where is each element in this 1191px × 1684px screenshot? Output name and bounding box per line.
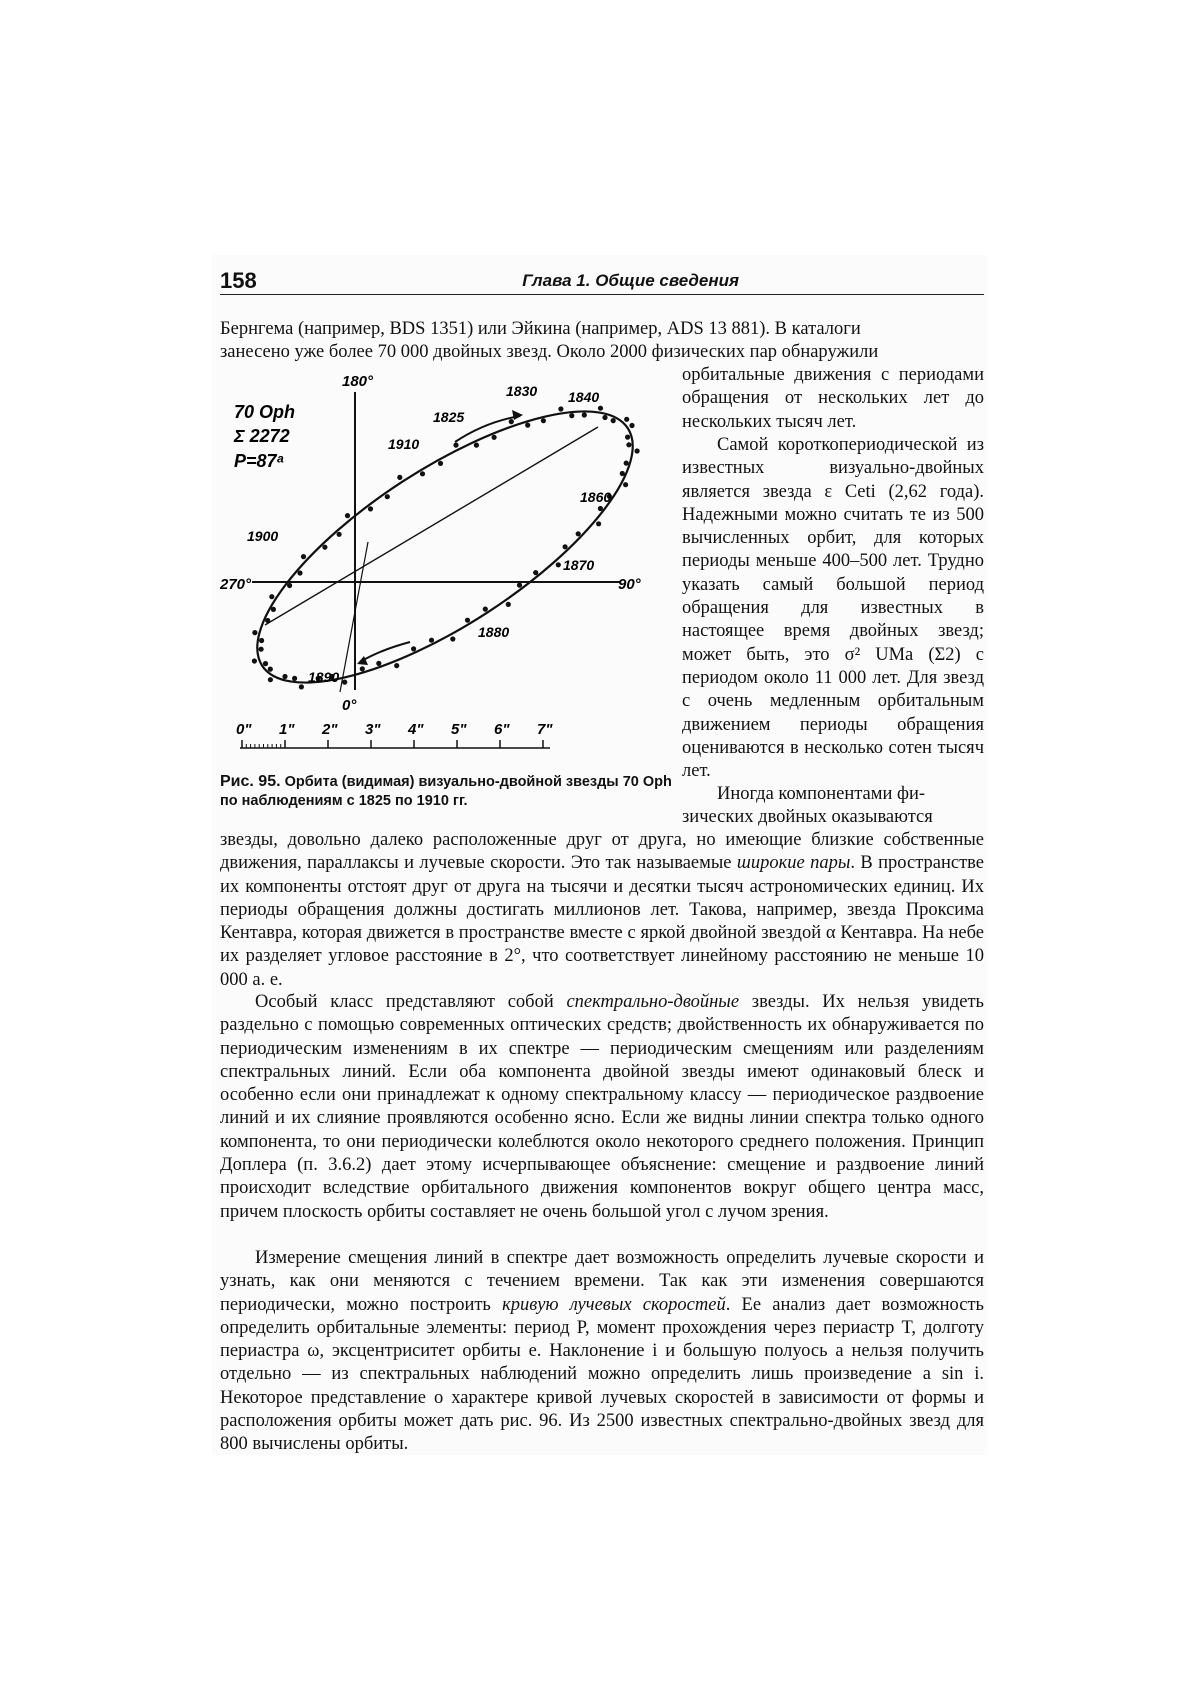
observation-dot [625, 435, 630, 440]
observation-dot [450, 636, 455, 641]
observation-dot [624, 417, 629, 422]
year-label: 1825 [433, 409, 465, 425]
observation-dot [252, 630, 257, 635]
scale-label: 3" [365, 721, 381, 738]
year-label: 1890 [308, 669, 340, 685]
observation-dot [602, 415, 607, 420]
observation-dot [287, 583, 292, 588]
caption-text: Орбита (видимая) визуально-двойной звезды 70 Oph по наблюдениям с 1825 по 1910 гг. [220, 774, 672, 809]
observation-dot [576, 531, 581, 536]
term-wide-pairs: широкие пары [736, 853, 851, 874]
observation-dot [368, 506, 373, 511]
observation-dot [626, 442, 631, 447]
chapter-title: Глава 1. Общие сведения [522, 271, 739, 290]
year-label: 1840 [568, 389, 600, 405]
scale-ticks [242, 740, 543, 748]
period-label: P=87ᵃ [234, 451, 284, 471]
observation-dot [268, 677, 273, 682]
observation-dot [411, 646, 416, 651]
orbit-figure [220, 372, 680, 772]
observation-dot [345, 513, 350, 518]
observation-dot [271, 607, 276, 612]
angle-0: 0° [342, 697, 357, 714]
observation-dot [360, 666, 365, 671]
observation-dot [517, 583, 522, 588]
observation-dot [623, 482, 628, 487]
year-label: 1860 [580, 489, 612, 505]
catalog-number: Σ 2272 [234, 426, 290, 446]
paragraph-5-text-a: Измерение смещения линий в спектре дает возможность определить лучевые скорости и узнать, как они меняются с течением времени. Так как эти изменения совершаются периодически, можно построить [220, 1248, 984, 1315]
paragraph-5 [220, 1247, 984, 1457]
observation-dot [541, 418, 546, 423]
observation-dot [376, 661, 381, 666]
year-label: 1900 [247, 528, 279, 544]
observation-dot [259, 638, 264, 643]
observation-dot [620, 471, 625, 476]
side-paragraph-3: Иногда компонентами фи- [717, 784, 926, 804]
figure-caption [220, 772, 680, 811]
observation-dot [397, 475, 402, 480]
major-axis-line [265, 427, 598, 625]
scale-label: 6" [494, 721, 510, 738]
arrow-head-top [512, 410, 523, 420]
orbit-diagram [220, 372, 680, 772]
page-header [220, 268, 984, 295]
scale-label: 4" [408, 721, 424, 738]
observation-dot [474, 443, 479, 448]
paragraph-1-line-1: Бернгема (например, BDS 1351) или Эйкина (например, ADS 13 881). В каталоги [220, 319, 861, 339]
observation-dot [259, 647, 264, 652]
scale-label: 7" [537, 721, 553, 738]
observation-dot [533, 570, 538, 575]
observation-dot [598, 506, 603, 511]
observation-points [252, 406, 640, 690]
observation-dot [268, 667, 273, 672]
observation-dot [525, 423, 530, 428]
paragraph-1-line-2: занесено уже более 70 000 двойных звезд. Около 2000 физических пар обнаружили [220, 342, 879, 362]
side-paragraph-3b: зических двойных оказываются [682, 807, 933, 827]
observation-dot [569, 413, 574, 418]
scale-label: 5" [451, 721, 467, 738]
paragraph-5-text-b: . Ее анализ дает возможность определить орбитальные элементы: период P, момент прохождения через периастр T, долготу периастра ω, эксцентриситет орбиты e. Наклонение i и большую полуось a нельзя получить отдельно — из спектральных наблюдений можно определить лишь произведение a sin i. Некоторое представление о характере кривой лучевых скоростей в зависимости от формы и расположения орбиты может дать рис. 96. Из 2500 известных спектрально-двойных звезд для 800 вычислены орбиты. [220, 1294, 984, 1455]
observation-dot [252, 658, 257, 663]
observation-dot [337, 532, 342, 537]
side-paragraph-2: Самой короткопериодической из известных визуально-двойных является звезда ε Ceti (2,62 года). Надежными можно считать те из 500 вычисленных орбит, для которых периоды меньше 400–500 лет. Трудно указать самый большой период обращения для известных в настоящее время двойных звезд; может быть, это σ² UMa (Σ2) с периодом около 11 000 лет. Для звезд с очень медленным орбитальным движением периоды обращения оцениваются в несколько сотен тысяч лет. [682, 435, 984, 782]
observation-dot [465, 618, 470, 623]
term-radial-velocity-curve: кривую лучевых скоростей [502, 1294, 726, 1315]
page-number: 158 [220, 268, 257, 293]
observation-dot [299, 684, 304, 689]
year-label: 1870 [563, 557, 595, 573]
observation-dot [282, 674, 287, 679]
paragraph-4 [220, 991, 984, 1224]
term-spectroscopic-binary: спектрально-двойные [566, 992, 740, 1012]
observation-dot [596, 521, 601, 526]
observation-dot [492, 435, 497, 440]
scale-label: 1" [279, 721, 295, 738]
observation-dot [506, 602, 511, 607]
observation-dot [269, 594, 274, 599]
paragraph-3-text-a: звезды, довольно далеко расположенные друг от друга, но имеющие близкие собственные движения, параллаксы и лучевые скорости. Это так называемые [220, 830, 984, 874]
observation-dot [438, 461, 443, 466]
paragraph-4-text-a: Особый класс представляют собой [255, 992, 554, 1012]
scale-labels [236, 721, 553, 738]
caption-label: Рис. 95. [220, 773, 281, 790]
observation-dot [263, 661, 268, 666]
scale-label: 0" [236, 721, 252, 738]
angle-270: 270° [220, 576, 252, 593]
angle-180: 180° [342, 373, 374, 390]
year-label: 1910 [388, 436, 420, 452]
observation-dot [265, 618, 270, 623]
observation-dot [635, 448, 640, 453]
observation-dot [385, 494, 390, 499]
observation-dot [563, 544, 568, 549]
paragraph-3-text-b: . В пространстве их компоненты отстоят друг от друга на тысячи и десятки тысяч астрономических единиц. Их периоды обращения должны достигать миллионов лет. Такова, например, звезда Проксима Кентавра, которая движется в пространстве вместе с яркой двойной звездой α Кентавра. На небе их разделяет угловое расстояние в 2°, что соответствует линейному расстоянию не меньше 10 000 а. е. [220, 853, 985, 990]
side-paragraph-1: орбитальные движения с периодами обращения от нескольких лет до нескольких тысяч лет. [682, 365, 984, 432]
year-label: 1880 [478, 624, 510, 640]
observation-dot [598, 406, 603, 411]
scale-label: 2" [322, 721, 338, 738]
observation-dot [301, 554, 306, 559]
observation-dot [582, 412, 587, 417]
observation-dot [509, 419, 514, 424]
observation-dot [322, 545, 327, 550]
observation-dot [297, 570, 302, 575]
observation-dot [292, 676, 297, 681]
observation-dot [624, 461, 629, 466]
observation-dot [429, 638, 434, 643]
observation-dot [453, 443, 458, 448]
observation-dot [394, 663, 399, 668]
observation-dot [629, 423, 634, 428]
observation-dot [420, 471, 425, 476]
observation-dot [342, 680, 347, 685]
angle-90: 90° [618, 576, 641, 593]
observation-dot [558, 406, 563, 411]
paragraph-3 [220, 829, 984, 992]
observation-dot [556, 562, 561, 567]
observation-dot [611, 418, 616, 423]
observation-dot [483, 607, 488, 612]
star-name: 70 Oph [234, 402, 296, 422]
year-label: 1830 [506, 383, 538, 399]
paragraph-4-text-b: звезды. Их нельзя увидеть раздельно с помощью современных оптических средств; двойственность их обнаруживается по периодическим изменениям в их спектре — периодическим смещениям или разделениям спектральных линий. Если оба компонента двойной звезды имеют одинаковый блеск и особенно если они принадлежат к одному спектральному классу — периодическое раздвоение линий и их слияние проявляются особенно ясно. Если же видны линии спектра только одного компонента, то они периодически колеблются около некоторого среднего положения. Принцип Доплера (п. 3.6.2) дает этому исчерпывающее объяснение: смещение и раздвоение линий происходит вследствие орбитального движения компонентов вокруг общего центра масс, причем плоскость орбиты составляет не очень большой угол с лучом зрения. [220, 992, 984, 1222]
